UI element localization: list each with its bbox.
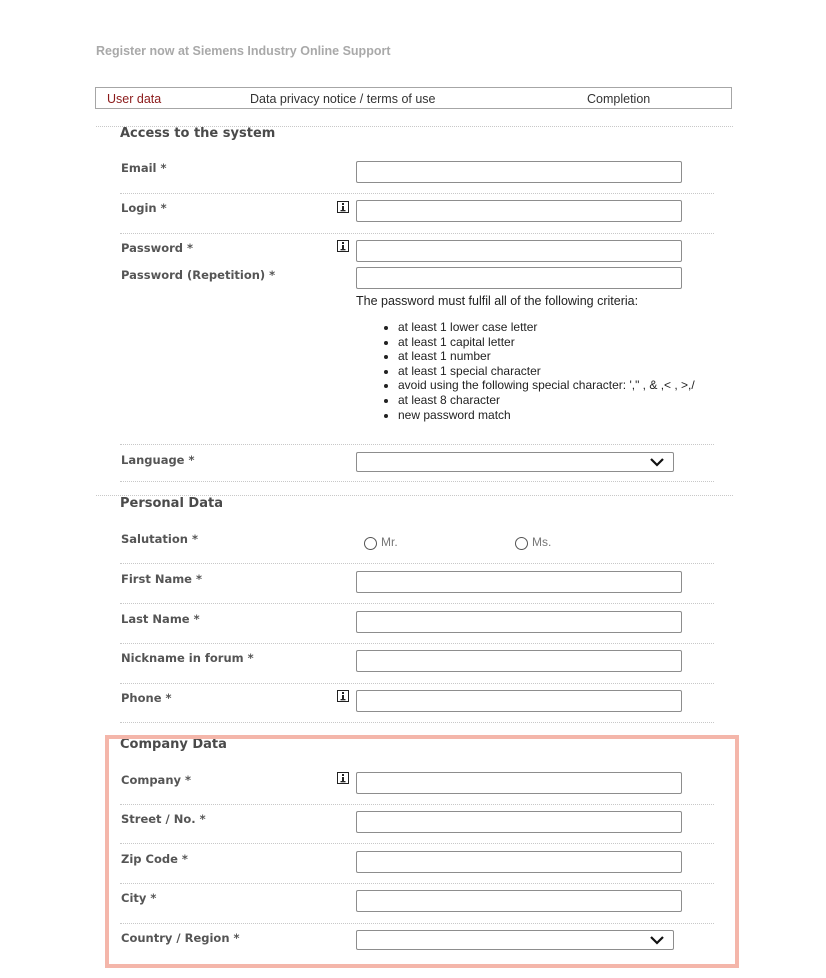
divider [120, 804, 714, 805]
step-user-data[interactable]: User data [107, 92, 162, 106]
list-item: • at least 1 number [398, 349, 695, 364]
street-field[interactable] [356, 811, 682, 833]
password-repeat-label: Password (Repetition) * [121, 268, 276, 282]
country-region-label: Country / Region * [121, 931, 240, 945]
divider [120, 683, 714, 684]
first-name-label: First Name * [121, 572, 202, 586]
password-field[interactable] [356, 240, 682, 262]
language-label: Language * [121, 453, 195, 467]
info-icon[interactable] [337, 201, 349, 213]
divider [120, 563, 714, 564]
password-criteria-list [356, 320, 695, 422]
step-completion[interactable]: Completion [587, 92, 651, 106]
salutation-mr-label: Mr. [381, 535, 398, 549]
list-item: • at least 1 special character [398, 364, 695, 379]
divider [120, 481, 714, 482]
salutation-ms-radio[interactable] [515, 537, 528, 550]
nickname-field[interactable] [356, 650, 682, 672]
list-item: • at least 1 lower case letter [398, 320, 695, 335]
page-title: Register now at Siemens Industry Online Support [96, 44, 391, 58]
first-name-field[interactable] [356, 571, 682, 593]
password-repeat-field[interactable] [356, 267, 682, 289]
nickname-label: Nickname in forum * [121, 651, 254, 665]
last-name-field[interactable] [356, 611, 682, 633]
step-data-privacy[interactable]: Data privacy notice / terms of use [250, 92, 436, 106]
salutation-ms-label: Ms. [532, 535, 552, 549]
company-label: Company * [121, 773, 192, 787]
divider [120, 883, 714, 884]
divider [120, 444, 714, 445]
last-name-label: Last Name * [121, 612, 200, 626]
info-icon[interactable] [337, 772, 349, 784]
city-field[interactable] [356, 890, 682, 912]
divider [120, 843, 714, 844]
chevron-down-icon [649, 454, 665, 470]
salutation-mr-radio[interactable] [364, 537, 377, 550]
country-region-select[interactable] [356, 930, 674, 950]
section-title-access: Access to the system [120, 126, 276, 141]
divider [120, 603, 714, 604]
zip-code-label: Zip Code * [121, 852, 188, 866]
login-field[interactable] [356, 200, 682, 222]
password-label: Password * [121, 241, 194, 255]
divider [120, 643, 714, 644]
registration-steps [95, 87, 732, 109]
chevron-down-icon [649, 932, 665, 948]
list-item: • at least 8 character [398, 393, 695, 408]
company-field[interactable] [356, 772, 682, 794]
list-item: • avoid using the following special character: '," , & ,< , >,/ [398, 378, 695, 393]
email-field[interactable] [356, 161, 682, 183]
email-label: Email * [121, 161, 167, 175]
city-label: City * [121, 891, 157, 905]
info-icon[interactable] [337, 690, 349, 702]
divider [120, 193, 714, 194]
divider [120, 923, 714, 924]
street-label: Street / No. * [121, 812, 206, 826]
zip-code-field[interactable] [356, 851, 682, 873]
list-item: • at least 1 capital letter [398, 335, 695, 350]
info-icon[interactable] [337, 240, 349, 252]
login-label: Login * [121, 201, 167, 215]
section-title-personal: Personal Data [120, 496, 223, 511]
language-select[interactable] [356, 452, 674, 472]
password-criteria-intro: The password must fulfil all of the following criteria: [356, 294, 639, 308]
list-item: • new password match [398, 408, 695, 423]
salutation-label: Salutation * [121, 532, 198, 546]
divider [120, 233, 714, 234]
phone-label: Phone * [121, 691, 172, 705]
divider [120, 722, 714, 723]
section-title-company: Company Data [120, 737, 227, 752]
phone-field[interactable] [356, 690, 682, 712]
